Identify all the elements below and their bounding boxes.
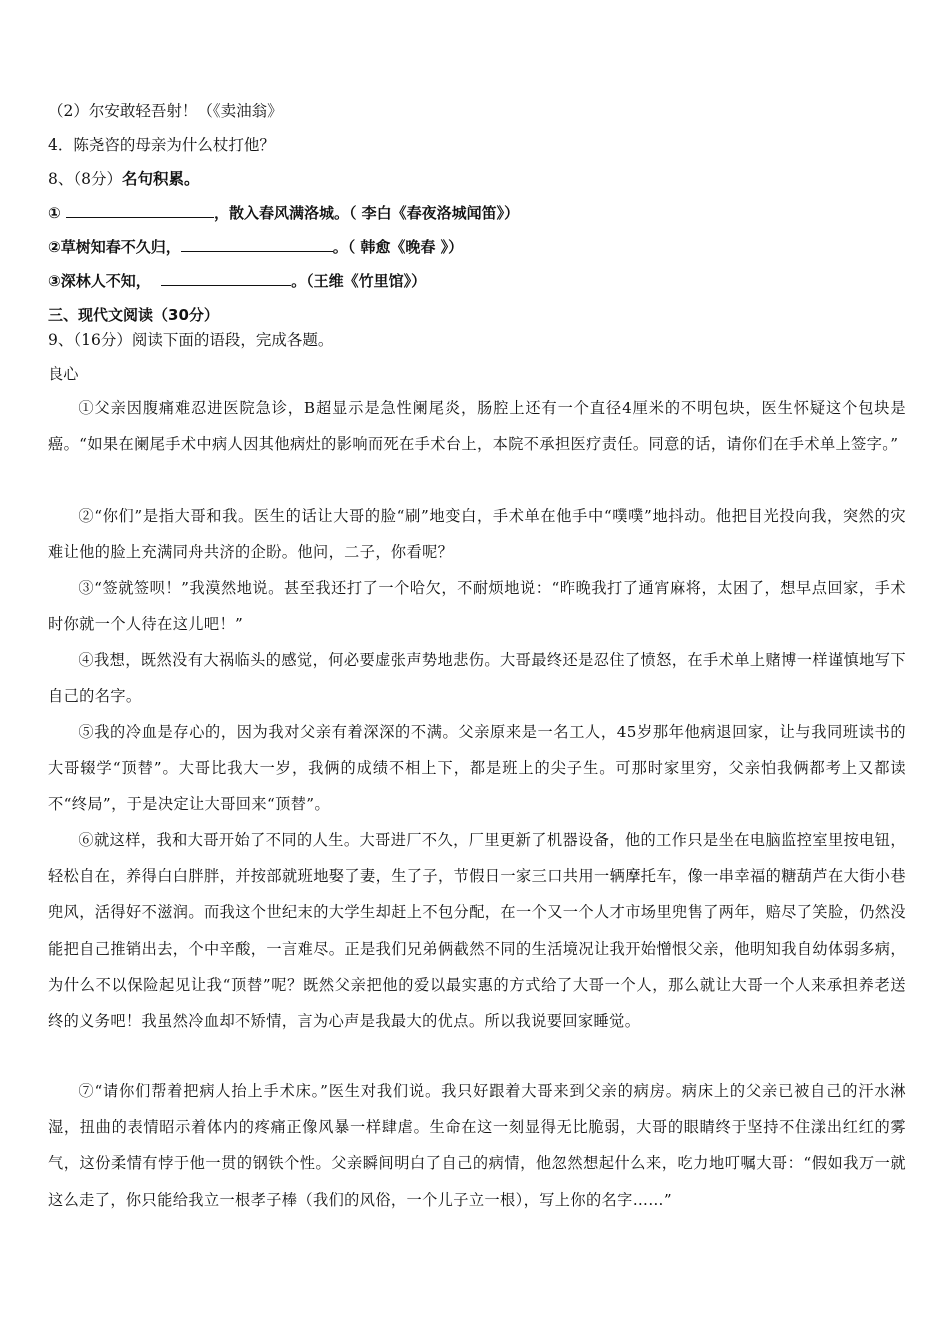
- famous-quote-1: [48, 203, 519, 223]
- quote-1-text: ，散入春风满洛城。（ 李白《春夜洛城闻笛》）: [213, 204, 520, 222]
- question-9-line: 9、（16分）阅读下面的语段，完成各题。: [48, 331, 334, 349]
- quote-3-text: ③深林人不知，: [48, 272, 151, 290]
- article-paragraph-4: ④我想，既然没有大祸临头的感觉，何必要虚张声势地悲伤。大哥最终还是忍住了愤怒，在手术单上赌博一样谨慎地写下自己的名字。: [48, 651, 906, 706]
- question-8-prefix: 8、（8分）: [48, 170, 122, 188]
- question-2-line: （2）尔安敢轻吾射！（《卖油翁》: [48, 102, 283, 120]
- famous-quote-2: [48, 237, 463, 257]
- question-4-line: 4．陈尧咨的母亲为什么杖打他？: [48, 136, 275, 154]
- article-title: 良心: [48, 365, 79, 383]
- article-paragraph-3: ③“签就签呗！”我漠然地说。甚至我还打了一个哈欠，不耐烦地说：“昨晚我打了通宵麻将，太困了，想早点回家，手术时你就一个人待在这儿吧！”: [48, 579, 906, 634]
- famous-quote-3: [48, 271, 426, 291]
- question-8-title: 名句积累。: [121, 170, 200, 188]
- quote-2-tail: 。（ 韩愈《晚春 》）: [332, 238, 464, 256]
- quote-1-blank[interactable]: [66, 203, 214, 218]
- article-paragraph-1: ①父亲因腹痛难忍进医院急诊，B超显示是急性阑尾炎，肠腔上还有一个直径4厘米的不明包块，医生怀疑这个包块是癌。“如果在阑尾手术中病人因其他病灶的影响而死在手术台上，本院不承担医疗责任。同意的话，请你们在手术单上签字。”: [48, 399, 906, 454]
- article-paragraph-2: ②“你们”是指大哥和我。医生的话让大哥的脸“刷”地变白，手术单在他手中“噗噗”地抖动。他把目光投向我，突然的灾难让他的脸上充满同舟共济的企盼。他问，二子，你看呢？: [48, 507, 906, 562]
- quote-3-tail: 。（王维《竹里馆》）: [291, 272, 427, 290]
- quote-3-blank[interactable]: [161, 271, 291, 286]
- article-paragraph-6: ⑥就这样，我和大哥开始了不同的人生。大哥进厂不久，厂里更新了机器设备，他的工作只是坐在电脑监控室里按电钮，轻松自在，养得白白胖胖，并按部就班地娶了妻，生了子，节假日一家三口共用一辆摩托车，像一串幸福的糖葫芦在大街小巷兜风，活得好不滋润。而我这个世纪末的大学生却赶上不包分配，在一个又一个人才市场里兜售了两年，赔尽了笑脸，仍然没能把自己推销出去，个中辛酸，一言难尽。正是我们兄弟俩截然不同的生活境况让我开始憎恨父亲，他明知我自幼体弱多病，为什么不以保险起见让我“顶替”呢？既然父亲把他的爱以最实惠的方式给了大哥一个人，那么就让大哥一个人来承担养老送终的义务吧！我虽然冷血却不矫情，言为心声是我最大的优点。所以我说要回家睡觉。: [48, 831, 906, 1031]
- quote-2-blank[interactable]: [181, 237, 333, 252]
- question-8-heading: [48, 169, 200, 189]
- quote-2-text: ②草树知春不久归，: [48, 238, 181, 256]
- article-paragraph-5: ⑤我的冷血是存心的，因为我对父亲有着深深的不满。父亲原来是一名工人，45岁那年他病退回家，让与我同班读书的大哥辍学“顶替”。大哥比我大一岁，我俩的成绩不相上下，都是班上的尖子生。可那时家里穷，父亲怕我俩都考上又都读不“终局”，于是决定让大哥回来“顶替”。: [48, 723, 906, 814]
- section-3-heading: 三、现代文阅读（30分）: [48, 306, 219, 324]
- article-paragraph-7: ⑦“请你们帮着把病人抬上手术床。”医生对我们说。我只好跟着大哥来到父亲的病房。病床上的父亲已被自己的汗水淋湿，扭曲的表情昭示着体内的疼痛正像风暴一样肆虐。生命在这一刻显得无比脆弱，大哥的眼睛终于坚持不住漾出红红的雾气，这份柔情有悖于他一贯的钢铁个性。父亲瞬间明白了自己的病情，他忽然想起什么来，吃力地叮嘱大哥：“假如我万一就这么走了，你只能给我立一根孝子棒（我们的风俗，一个儿子立一根），写上你的名字……”: [48, 1082, 906, 1209]
- quote-1-number: ①: [48, 204, 61, 222]
